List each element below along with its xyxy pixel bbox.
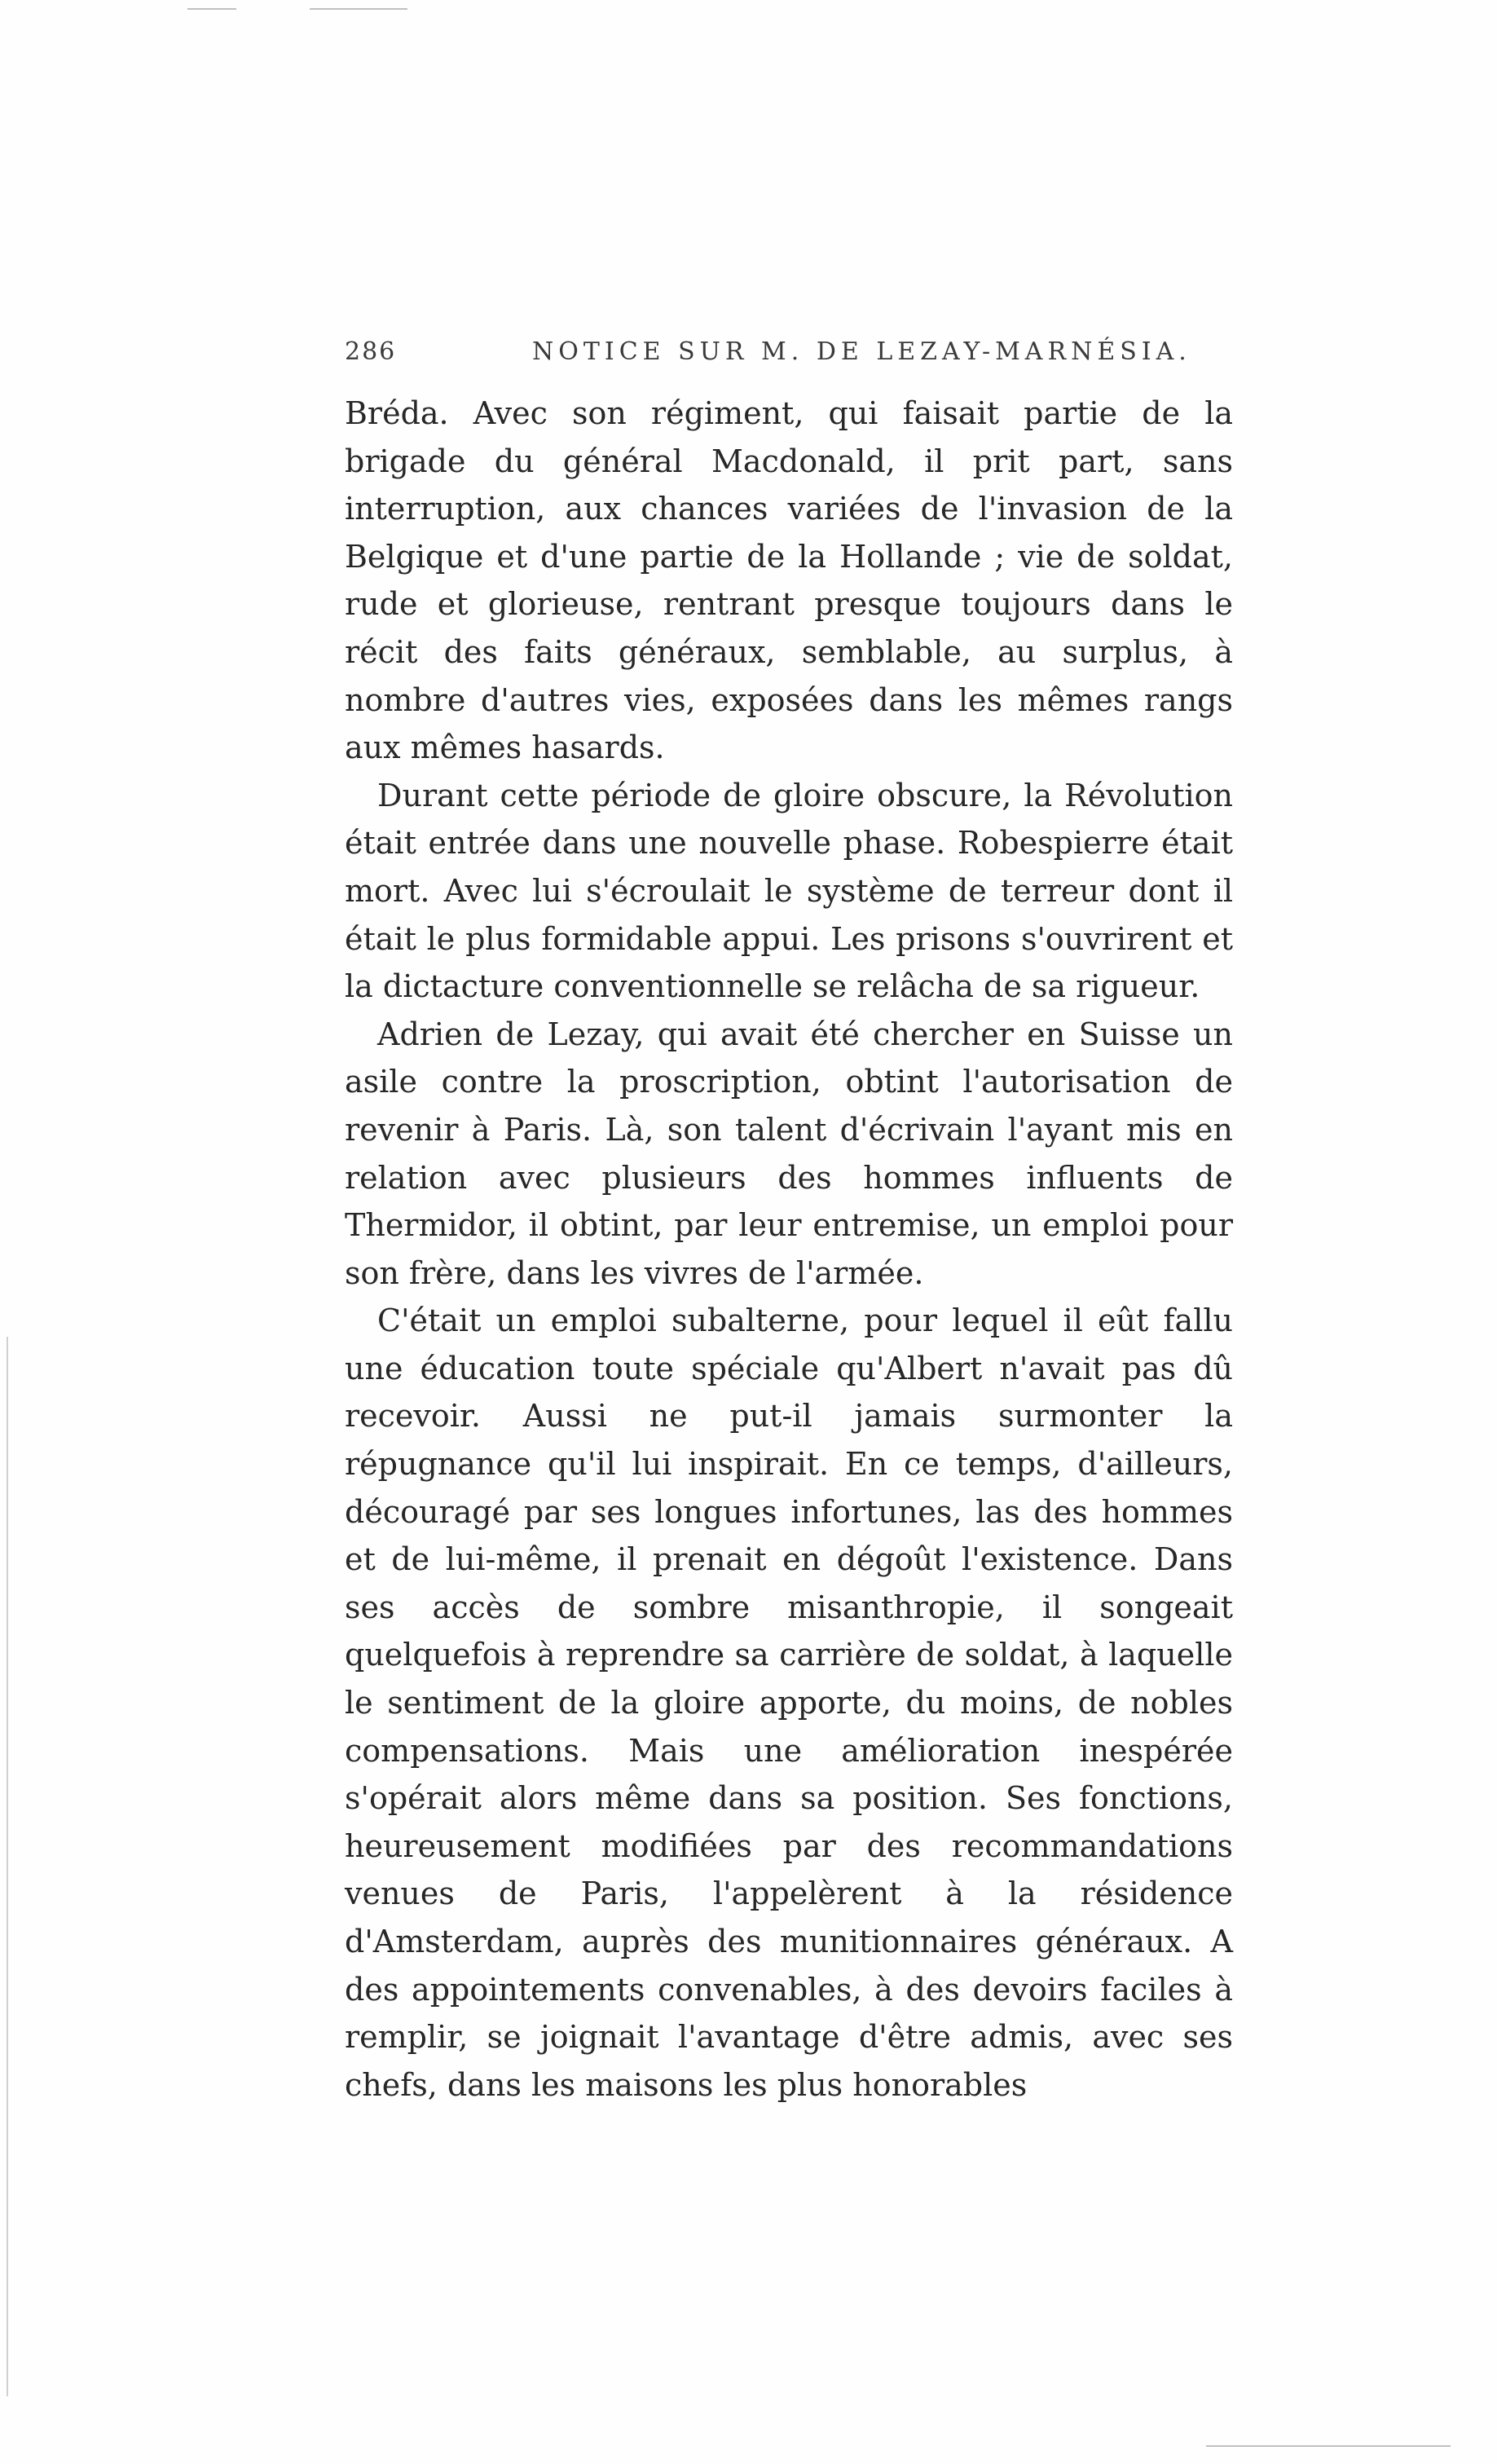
scan-mark-bottom: [1206, 2445, 1451, 2447]
running-title: NOTICE SUR M. DE LEZAY-MARNÉSIA.: [532, 337, 1191, 366]
page-number: 286: [345, 337, 397, 366]
paragraph-4: C'était un emploi subalterne, pour lequel il eût fallu une éducation toute spéciale qu'Albert n'avait pas dû recevoir. Aussi ne put-il jamais surmonter la répugnance qu'il lui inspirait. En ce temps, d'ailleurs, découragé par ses longues infortunes, las des hommes et de lui-même, il prenait en dégoût l'existence. Dans ses accès de sombre misanthropie, il songeait quelquefois à reprendre sa carrière de soldat, à laquelle le sentiment de la gloire apporte, du moins, de nobles compensations. Mais une amélioration inespérée s'opérait alors même dans sa position. Ses fonctions, heureusement modifiées par des recommandations venues de Paris, l'appelèrent à la résidence d'Amsterdam, auprès des munitionnaires généraux. A des appointements convenables, à des devoirs faciles à remplir, se joignait l'avantage d'être admis, avec ses chefs, dans les maisons les plus honorables: [345, 1303, 1233, 2103]
body-text: [345, 390, 1233, 2109]
paragraph-2: Durant cette période de gloire obscure, la Révolution était entrée dans une nouvelle phase. Robespierre était mort. Avec lui s'écroulait le système de terreur dont il était le plus formidable appui. Les prisons s'ouvrirent et la dictacture conventionnelle se relâcha de sa rigueur.: [345, 777, 1233, 1005]
paragraph-1: Bréda. Avec son régiment, qui faisait partie de la brigade du général Macdonald, il prit part, sans interruption, aux chances variées de l'invasion de la Belgique et d'une partie de la Hollande ; vie de soldat, rude et glorieuse, rentrant presque toujours dans le récit des faits généraux, semblable, au surplus, à nombre d'autres vies, exposées dans les mêmes rangs aux mêmes hasards.: [345, 395, 1233, 766]
paragraph-3: Adrien de Lezay, qui avait été chercher en Suisse un asile contre la proscription, obtint l'autorisation de revenir à Paris. Là, son talent d'écrivain l'ayant mis en relation avec plusieurs des hommes influents de Thermidor, il obtint, par leur entremise, un emploi pour son frère, dans les vivres de l'armée.: [345, 1016, 1233, 1291]
scan-mark-top-1: [187, 8, 236, 10]
scan-mark-top-2: [310, 8, 407, 10]
scan-margin-rule: [7, 1337, 8, 2396]
running-head: [345, 337, 1278, 378]
